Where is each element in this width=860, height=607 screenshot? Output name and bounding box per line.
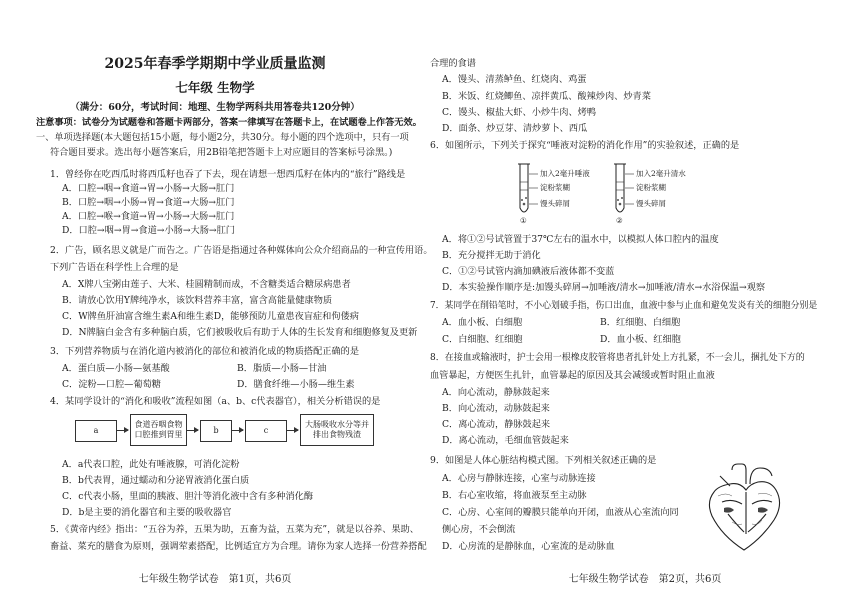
- q4-option-b: B．b代表胃，通过蠕动和分泌胃液消化蛋白质: [62, 475, 250, 486]
- q2-option-d: D．N牌脑白金含有多种脑白质，它们被吸收后有助于人体的生长发育和细胞修复及更新: [62, 327, 418, 338]
- flow-arrow: [231, 430, 243, 431]
- q3-option-d: D．膳食纤维—小肠—维生素: [237, 379, 355, 390]
- q3-stem: 3．下列营养物质与在消化道内被消化的部位和被消化成的物质搭配正确的是: [50, 346, 360, 357]
- q1-option-c: A．口腔→喉→食道→胃→小肠→大肠→肛门: [62, 211, 235, 222]
- q7-option-a: A．血小板、白细胞: [442, 317, 523, 328]
- q7-option-b: B．红细胞、白细胞: [600, 317, 681, 328]
- q8-option-a: A．向心流动，静脉鼓起来: [442, 387, 550, 398]
- tube1-number: ①: [520, 216, 527, 225]
- q2-option-b: B．请放心饮用Y牌纯净水，该饮料营养丰富，富含高能量健康物质: [62, 295, 333, 306]
- q5-option-c: C．馒头、椒盐大虾、小炒牛肉、烤鸭: [442, 107, 597, 118]
- q8-option-c: C．离心流动，静脉鼓起来: [442, 419, 551, 430]
- q8-stem-cont: 血管暴起，方便医生扎针，血管暴起的原因及其会减缓或暂时阻止血液: [430, 370, 715, 381]
- q5-stem-cont: 合理的食谱: [430, 58, 476, 69]
- flow-box-a: a: [75, 420, 117, 442]
- flow-arrow: [186, 430, 198, 431]
- section-instruction: 符合题目要求。选出每小题答案后，用2B铅笔把答题卡上对应题目的答案标号涂黑。): [50, 147, 393, 158]
- q3-option-c: C．淀粉—口腔—葡萄糖: [62, 379, 161, 390]
- flow-box-b: b: [200, 420, 232, 442]
- heart-diagram-icon: [702, 462, 790, 554]
- q9-option-c-cont: 侧心房，不会倒流: [442, 524, 516, 535]
- tube2-label-starch: 淀粉浆糊: [636, 183, 666, 192]
- q5-stem: 5．《黄帝内经》指出：“五谷为养，五果为助，五畜为益，五菜为充”，就是以谷养、果助、: [50, 524, 419, 535]
- tube2-label-bread: 馒头碎屑: [636, 199, 666, 208]
- tube2-label-water: 加入2毫升清水: [636, 169, 686, 178]
- q5-option-b: B．米饭、红烧鲫鱼、凉拌黄瓜、酸辣炒肉、炒青菜: [442, 91, 651, 102]
- q4-option-a: A．a代表口腔，此处有唾液腺，可消化淀粉: [62, 459, 240, 470]
- q3-option-b: B．脂质—小肠—甘油: [237, 363, 327, 374]
- page-2: [430, 0, 860, 607]
- exam-subtitle: 七年级 生物学: [175, 80, 255, 95]
- q6-option-c: C．①②号试管内滴加碘液后液体都不变蓝: [442, 266, 615, 277]
- q9-option-a: A．心房与静脉连接，心室与动脉连接: [442, 473, 596, 484]
- q1-option-b: B．口腔→咽→小肠→胃→食道→大肠→肛门: [62, 197, 235, 208]
- q2-stem-cont: 下列广告语在科学性上合理的是: [50, 262, 179, 273]
- flow-arrow: [286, 430, 298, 431]
- q4-option-c: C．c代表小肠，里面的胰液、胆汁等消化液中含有多种消化酶: [62, 491, 314, 502]
- flow-box-c: c: [245, 420, 287, 442]
- page-footer: 七年级生物学试卷 第2页，共6页: [568, 574, 722, 585]
- section-heading: 一、单项选择题(本大题包括15小题，每小题2分，共30分。每小题的四个选项中，只有一项: [36, 132, 409, 143]
- q2-option-c: C．W牌鱼肝油富含维生素A和维生素D，能够预防儿童患夜盲症和佝偻病: [62, 311, 359, 322]
- q1-option-d: D．口腔→咽→胃→食道→小肠→大肠→肛门: [62, 225, 235, 236]
- tube1-label-starch: 淀粉浆糊: [540, 183, 570, 192]
- q6-option-b: B．充分搅拌无助于消化: [442, 250, 541, 261]
- q2-option-a: A．X牌八宝粥由莲子、大米、桂圆精制而成，不含糖类适合糖尿病患者: [62, 279, 351, 290]
- exam-title: 2025年春季学期期中学业质量监测: [104, 56, 326, 72]
- q8-stem: 8．在接血或输液时，护士会用一根橡皮胶管将患者扎针处上方扎紧，不一会儿，捆扎处下方的: [430, 353, 805, 363]
- q8-option-d: D．离心流动，毛细血管鼓起来: [442, 435, 569, 446]
- q3-option-a: A．蛋白质—小肠—氨基酸: [62, 363, 170, 374]
- notice-line: 注意事项：试卷分为试题卷和答题卡两部分，答案一律填写在答题卡上，在试题卷上作答无效。: [36, 117, 422, 128]
- q9-option-b: B．右心室收缩，将血液泵至主动脉: [442, 490, 587, 501]
- exam-meta: （满分：60分，考试时间：地理、生物学两科共用答卷共120分钟）: [70, 102, 360, 113]
- q2-stem: 2．广告，顾名思义就是广而告之。广告语是指通过各种媒体向公众介绍商品的一种宣传用语。: [50, 245, 433, 256]
- q5-stem-cont: 畜益、菜充的膳食为原则，强调荤素搭配，比例适宜方为合理。请你为家人选择一份营养搭配: [50, 541, 427, 552]
- q8-option-b: B．向心流动，动脉鼓起来: [442, 403, 550, 414]
- q5-option-a: A．馒头、清蒸鲈鱼、红烧肉、鸡蛋: [442, 74, 587, 85]
- tube1-label-saliva: 加入2毫升唾液: [540, 169, 590, 178]
- flow-arrow: [116, 430, 128, 431]
- q7-stem: 7．某同学在削铅笔时，不小心划破手指，伤口出血，血液中参与止血和避免发炎有关的细胞分别是: [430, 301, 818, 311]
- q6-option-d: D．本实验操作顺序是:加馒头碎屑→加唾液/清水→加唾液/清水→水浴保温→观察: [442, 282, 766, 293]
- q4-stem: 4．某同学设计的“消化和吸收”流程如图（a、b、c代表器官），相关分析错误的是: [50, 396, 381, 407]
- q1-stem: 1．曾经你在吃西瓜时将西瓜籽也吞了下去，现在请想一想西瓜籽在体内的“旅行”路线是: [50, 169, 406, 180]
- flow-box-esophagus: 食道吞咽食物 口腔推到胃里: [130, 414, 187, 446]
- q9-stem: 9．如图是人体心脏结构模式图。下列相关叙述正确的是: [430, 455, 657, 466]
- q4-option-d: D．b是主要的消化器官和主要的吸收器官: [62, 507, 232, 518]
- q6-option-a: A．将①②号试管置于37℃左右的温水中，以模拟人体口腔内的温度: [442, 234, 719, 245]
- page-footer: 七年级生物学试卷 第1页，共6页: [138, 574, 292, 585]
- q6-stem: 6．如图所示，下列关于探究“唾液对淀粉的消化作用”的实验叙述，正确的是: [430, 140, 740, 151]
- q7-option-d: D．血小板、红细胞: [600, 334, 681, 345]
- tube2-number: ②: [616, 216, 623, 225]
- q1-option-a: A．口腔→咽→食道→胃→小肠→大肠→肛门: [62, 183, 235, 194]
- q9-option-c: C．心房、心室间的瓣膜只能单向开闭，血液从心室流向同: [442, 507, 679, 518]
- q7-option-c: C．白细胞、红细胞: [442, 334, 523, 345]
- q5-option-d: D．面条、炒豆芽、清炒萝卜、西瓜: [442, 123, 588, 134]
- q9-option-d: D．心房流的是静脉血，心室流的是动脉血: [442, 541, 615, 552]
- flow-box-large-intestine: 大肠吸收水分等并 排出食物残渣: [300, 414, 374, 446]
- tube1-label-bread: 馒头碎屑: [540, 199, 570, 208]
